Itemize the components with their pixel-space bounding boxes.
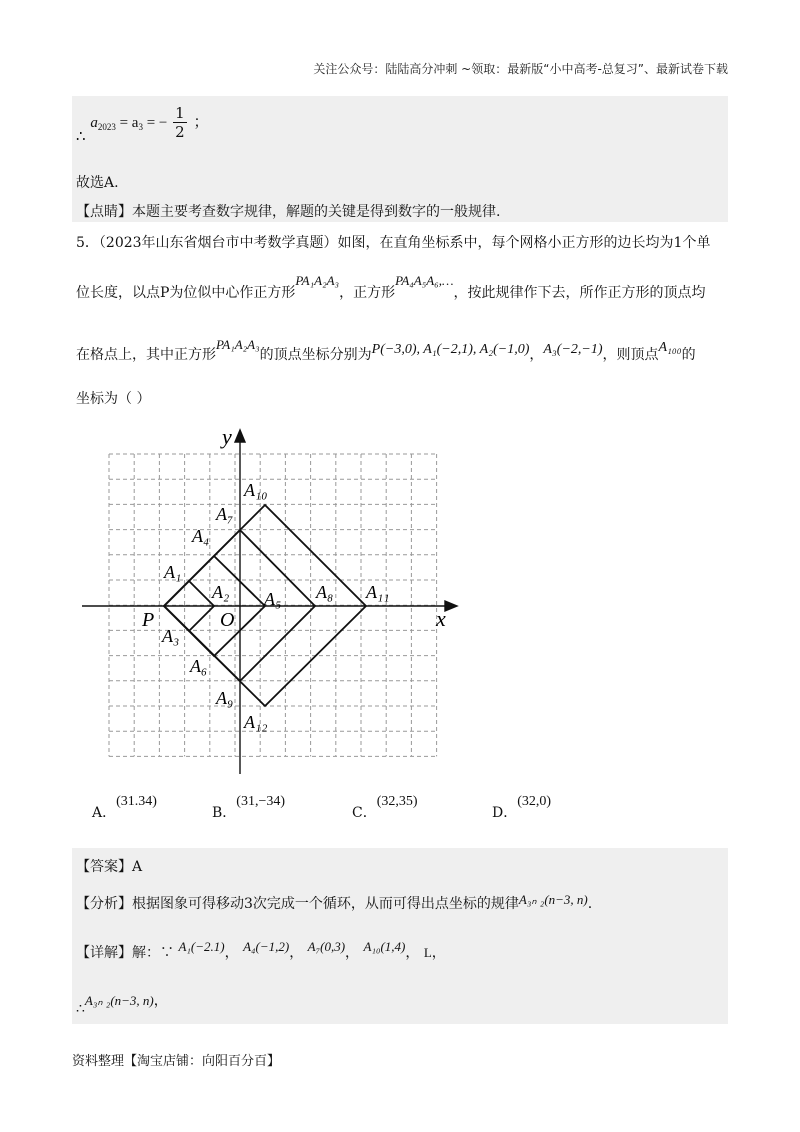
question-line-2 <box>76 273 706 302</box>
q2-text-a: 位长度，以点P为位似中心作正方形 <box>76 285 296 301</box>
y-axis-arrow <box>235 430 245 442</box>
frac-num: 1 <box>175 104 185 122</box>
vertex-label: A₁ <box>164 562 182 582</box>
q3-math-4: A₁₀₀ <box>658 340 682 355</box>
q2-math-2: PA₄A₅A₆,… <box>395 273 454 288</box>
eq-sub2: 3 <box>138 121 143 132</box>
conclusion: 故选A. <box>76 175 119 191</box>
q3-text-b: 的顶点坐标分别为 <box>259 347 372 363</box>
semicolon: ； <box>193 112 209 131</box>
comment: 【点睛】本题主要考查数字规律，解题的关键是得到数字的一般规律. <box>76 204 501 220</box>
p-label: P <box>142 609 155 631</box>
axis-x-label: x <box>436 606 446 631</box>
therefore-symbol: ∴ <box>76 126 86 145</box>
detail-math-1: A₁(−2.1) <box>178 939 225 954</box>
option-c[interactable]: C．(32,35) <box>352 794 418 821</box>
coordinate-figure <box>72 420 492 800</box>
question-line-3 <box>76 337 696 364</box>
option-b[interactable]: B．(31,−34) <box>212 794 286 821</box>
analysis-end: . <box>587 896 593 912</box>
q3-text-a: 在格点上，其中正方形 <box>76 347 216 363</box>
q2-math-1: PA₁A₂A₃ <box>295 273 340 288</box>
prev-equation <box>76 104 209 145</box>
fraction <box>173 104 187 141</box>
vertex-label: A₇ <box>216 504 234 524</box>
analysis-text: 【分析】根据图象可得移动3次完成一个循环，从而可得出点坐标的规律 <box>76 896 519 912</box>
axis-y-label: y <box>222 424 232 449</box>
vertex-label: A₄ <box>192 526 210 546</box>
final-line <box>76 990 168 1017</box>
q3-text-d: ，则顶点 <box>602 347 659 363</box>
q3-text-c: ， <box>529 347 544 363</box>
q3-math-1: PA₁A₂A₃ <box>216 337 260 352</box>
analysis-math: A₃ₙ ₂(n−3, n) <box>518 892 588 907</box>
origin-label: O <box>220 609 235 631</box>
final-end: ， <box>153 993 168 1009</box>
detail-math-2: A₄(−1,2) <box>243 939 290 954</box>
vertex-label: A₆ <box>190 656 208 676</box>
header-note: 关注公众号：陆陆高分冲刺 ~领取：最新版“小中高考-总复习”、最新试卷下载 <box>313 62 728 76</box>
detail-line: 【详解】解：∵ A₁(−2.1)， A₄(−1,2)， A₇(0,3)， A₁₀(1,4)， L， <box>76 939 446 961</box>
q3-text-e: 的 <box>681 347 696 363</box>
option-a[interactable]: A．(31.34) <box>92 794 157 821</box>
final-math: A₃ₙ ₂(n−3, n) <box>84 993 154 1008</box>
answer-block <box>72 848 728 1024</box>
q3-math-2: P(−3,0), A₁(−2,1), A₂(−1,0) <box>371 342 530 357</box>
vertex-label: A₁₂ <box>244 712 268 732</box>
vertex-label: A₁₀ <box>244 480 268 500</box>
option-d[interactable]: D．(32,0) <box>492 794 552 821</box>
eq-mid: = a <box>115 114 139 131</box>
frac-den: 2 <box>175 123 185 141</box>
q3-math-3: A₃(−2,−1) <box>543 342 603 357</box>
question-line-1: 5．（2023年山东省烟台市中考数学真题）如图，在直角坐标系中，每个网格小正方形的边长均为1个单 <box>76 235 711 251</box>
vertex-label: A₂ <box>212 582 230 602</box>
detail-math-5: L <box>423 945 432 960</box>
q2-text-c: ，按此规律作下去，所作正方形的顶点均 <box>453 285 706 301</box>
vertex-label: A₉ <box>216 688 234 708</box>
eq-lhs: a <box>90 114 98 131</box>
final-therefore: ∴ <box>76 1001 85 1017</box>
x-axis-arrow <box>445 601 457 611</box>
answer-line: 【答案】A <box>76 859 143 875</box>
footer: 资料整理【淘宝店铺：向阳百分百】 <box>72 1054 281 1069</box>
vertex-label: A₅ <box>264 589 282 609</box>
vertex-label: A₈ <box>316 582 334 602</box>
question-line-4: 坐标为（ ） <box>76 391 151 407</box>
eq-sub1: 2023 <box>97 121 116 132</box>
detail-text: 【详解】解：∵ <box>76 945 174 961</box>
q2-text-b: ，正方形 <box>339 285 396 301</box>
detail-math-3: A₇(0,3) <box>307 939 346 954</box>
vertex-label: A₃ <box>162 626 180 646</box>
analysis-line <box>76 893 592 913</box>
vertex-label: A₁₁ <box>366 582 390 602</box>
detail-math-4: A₁₀(1,4) <box>363 939 406 954</box>
eq-equals: = − <box>142 114 168 131</box>
